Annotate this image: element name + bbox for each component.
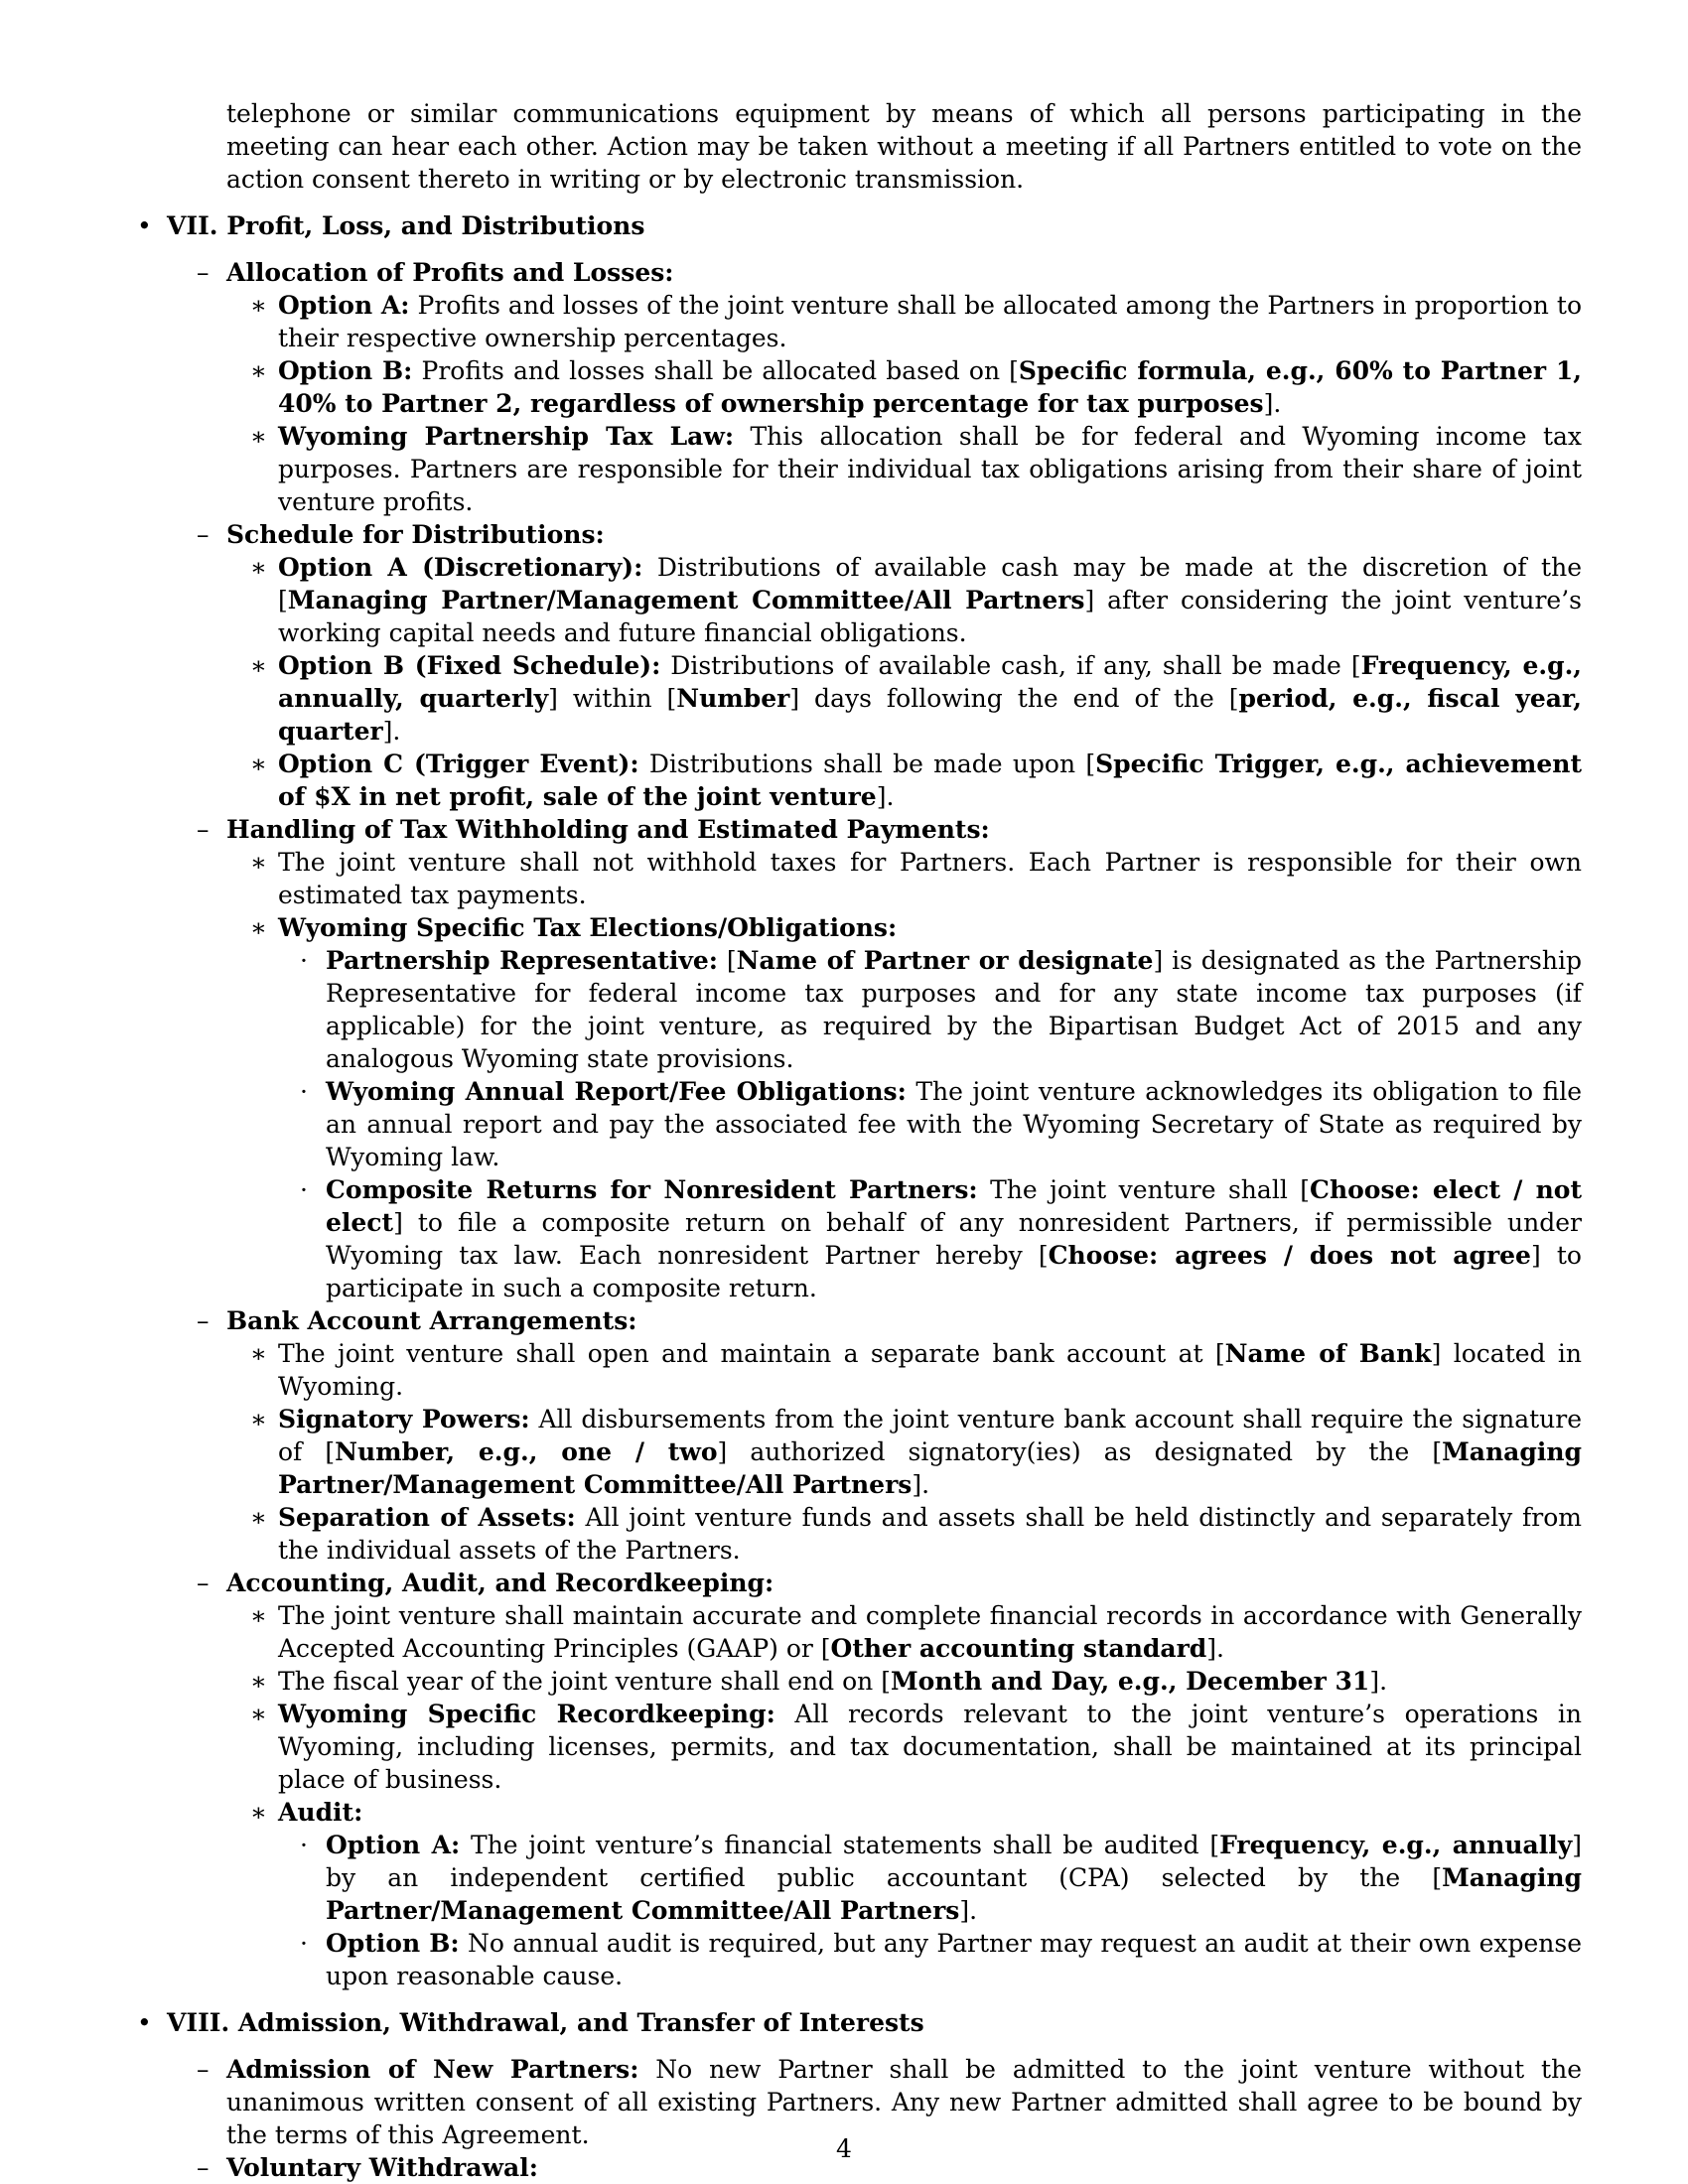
composite-returns-item: · Composite Returns for Nonresident Partners: The joint venture shall [Choose: elect / not elect] to file a composite return on behalf of any nonresident Partners, if permissible under Wyoming tax law. Each nonresident Partner hereby [Choose: agrees / does not agree] to participate in such a composite return. <box>300 1175 1582 1302</box>
dash-icon: – <box>197 2153 210 2182</box>
bullet-icon: • <box>137 2008 152 2037</box>
signatory-powers-item: ∗ Signatory Powers: All disbursements from the joint venture bank account shall require the signature of [Number, e.g., one / two] authorized signatory(ies) as designated by the [Managing Partner/Management Committee/All Partners]. <box>250 1405 1583 1499</box>
audit-option-b: · Option B: No annual audit is required, but any Partner may request an audit at their own expense upon reasonable cause. <box>300 1929 1583 1990</box>
audit-option-a: · Option A: The joint venture’s financial statements shall be audited [Frequency, e.g., annually] by an independent certified public accountant (CPA) selected by the [Managing Partner/Management Committee/All Partners]. <box>300 1831 1583 1925</box>
star-icon: ∗ <box>250 1503 267 1532</box>
tax-withholding-heading: – Handling of Tax Withholding and Estimated Payments: <box>197 815 990 844</box>
star-icon: ∗ <box>250 1700 267 1728</box>
audit-heading: ∗ Audit: <box>250 1798 363 1827</box>
allocation-option-a: ∗ Option A: Profits and losses of the joint venture shall be allocated among the Partners in proportion to their respective ownership percentages. <box>250 291 1583 352</box>
dot-icon: · <box>300 946 308 975</box>
voluntary-withdrawal-heading: – Voluntary Withdrawal: <box>197 2153 538 2182</box>
distribution-option-b: ∗ Option B (Fixed Schedule): Distributions of available cash, if any, shall be made [Frequency, e.g., annually, quarterly] within [Number] days following the end of the [period, e.g., fiscal year, quarter]. <box>250 651 1582 746</box>
allocation-option-b: ∗ Option B: Profits and losses shall be allocated based on [Specific formula, e.g., 60% to Partner 1, 40% to Partner 2, regardless of ownership percentage for tax purposes]. <box>250 356 1583 418</box>
star-icon: ∗ <box>250 553 267 582</box>
partnership-representative-item: · Partnership Representative: [Name of Partner or designate] is designated as the Partnership Representative for federal income tax purposes and for any state income tax purposes (if applicable) for the joint venture, as required by the Bipartisan Budget Act of 2015 and any analogous Wyoming state provisions. <box>300 946 1582 1073</box>
dash-icon: – <box>197 2055 210 2084</box>
page-number: 4 <box>836 2134 852 2163</box>
distribution-option-a: ∗ Option A (Discretionary): Distributions of available cash may be made at the discretion of the [Managing Partner/Management Committee/All Partners] after considering the joint venture’s working capital needs and future financial obligations. <box>250 553 1583 647</box>
bank-account-item: ∗ The joint venture shall open and maintain a separate bank account at [Name of Bank] located in Wyoming. <box>250 1339 1583 1401</box>
star-icon: ∗ <box>250 848 267 877</box>
star-icon: ∗ <box>250 1339 267 1368</box>
page-content <box>0 97 1688 2184</box>
separation-of-assets-item: ∗ Separation of Assets: All joint venture funds and assets shall be held distinctly and separately from the individual assets of the Partners. <box>250 1503 1582 1565</box>
admission-new-partners: – Admission of New Partners: No new Partner shall be admitted to the joint venture without the unanimous written consent of all existing Partners. Any new Partner admitted shall agree to be bound by the terms of this Agreement. <box>197 2055 1582 2149</box>
section-title: VIII. Admission, Withdrawal, and Transfer of Interests <box>167 2008 924 2037</box>
tax-withholding-item: ∗ The joint venture shall not withhold taxes for Partners. Each Partner is responsible for their own estimated tax payments. <box>250 848 1582 909</box>
allocation-heading: – Allocation of Profits and Losses: <box>197 258 674 287</box>
star-icon: ∗ <box>250 913 267 942</box>
distribution-option-c: ∗ Option C (Trigger Event): Distributions shall be made upon [Specific Trigger, e.g., achievement of $X in net profit, sale of the joint venture]. <box>250 750 1582 811</box>
star-icon: ∗ <box>250 651 267 680</box>
star-icon: ∗ <box>250 1601 267 1630</box>
bullet-icon: • <box>137 211 152 240</box>
star-icon: ∗ <box>250 1667 267 1696</box>
wyoming-tax-elections-heading: ∗ Wyoming Specific Tax Elections/Obligations: <box>250 913 898 942</box>
accounting-gaap-item: ∗ The joint venture shall maintain accurate and complete financial records in accordance with Generally Accepted Accounting Principles (GAAP) or [Other accounting standard]. <box>250 1601 1582 1663</box>
dot-icon: · <box>300 1929 308 1958</box>
star-icon: ∗ <box>250 291 267 320</box>
dot-icon: · <box>300 1175 308 1204</box>
star-icon: ∗ <box>250 356 267 385</box>
wyoming-recordkeeping-item: ∗ Wyoming Specific Recordkeeping: All records relevant to the joint venture’s operations in Wyoming, including licenses, permits, and tax documentation, shall be maintained at its principal place of business. <box>250 1700 1582 1794</box>
star-icon: ∗ <box>250 1405 267 1433</box>
accounting-heading: – Accounting, Audit, and Recordkeeping: <box>197 1569 774 1597</box>
annual-report-item: · Wyoming Annual Report/Fee Obligations: The joint venture acknowledges its obligation to file an annual report and pay the associated fee with the Wyoming Secretary of State as required by Wyoming law. <box>300 1077 1582 1171</box>
distribution-schedule-heading: – Schedule for Distributions: <box>197 520 605 549</box>
star-icon: ∗ <box>250 750 267 778</box>
section-vii-heading <box>137 209 1582 242</box>
dot-icon: · <box>300 1077 308 1106</box>
dash-icon: – <box>197 1569 210 1597</box>
dash-icon: – <box>197 258 210 287</box>
fiscal-year-item: ∗ The fiscal year of the joint venture shall end on [Month and Day, e.g., December 31]. <box>250 1667 1388 1696</box>
section-title: VII. Profit, Loss, and Distributions <box>167 211 645 240</box>
allocation-wyoming-tax-law: ∗ Wyoming Partnership Tax Law: This allocation shall be for federal and Wyoming income tax purposes. Partners are responsible for their individual tax obligations arising from their share of joint venture profits. <box>250 422 1582 516</box>
star-icon: ∗ <box>250 1798 267 1827</box>
dot-icon: · <box>300 1831 308 1859</box>
section-viii-heading <box>137 2006 1582 2039</box>
star-icon: ∗ <box>250 422 267 451</box>
dash-icon: – <box>197 815 210 844</box>
bank-account-heading: – Bank Account Arrangements: <box>197 1306 637 1335</box>
continuation-paragraph: telephone or similar communications equipment by means of which all persons participating in the meeting can hear each other. Action may be taken without a meeting if all Partners entitled to vote on the action consent thereto in writing or by electronic transmission. <box>226 99 1582 194</box>
dash-icon: – <box>197 1306 210 1335</box>
dash-icon: – <box>197 520 210 549</box>
